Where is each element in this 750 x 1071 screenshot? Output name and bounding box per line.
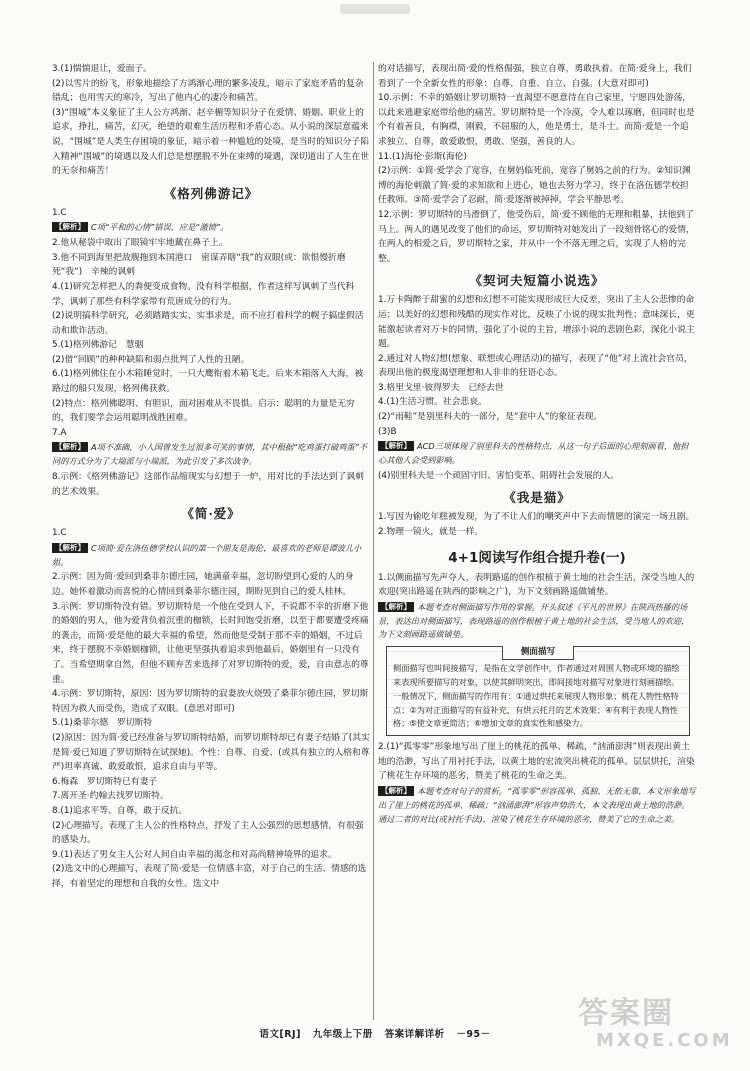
right-column	[378, 62, 696, 827]
section-heading: 《我是猫》	[503, 490, 571, 506]
answer-line: 12.示例：罗切斯特的马滑倒了，他受伤后，简·爱不顾他的无理和粗暴，扶他到了马上。两人的遇见改变了他们的命运，罗切斯特对她发出了一段刻骨铭心的爱情，在两人的相爱之后，罗切斯特之家，并从中一个不落无理之后，实现了人格的完整。	[378, 209, 695, 264]
left-column	[52, 62, 370, 891]
answer-line: 10.示例：不幸的婚姻让罗切斯特一直渴望不愿意待在自己家里，宁愿四处游荡，以此来逃避家庭带给他的痛苦。罗切斯特是一个冷漠，令人难以琢磨，但同时也是个有着善良，有胸襟，刚毅，不屈服的人，他是勇士，是斗士。而简·爱是一个追求独立、自尊，敢爱敢恨，勇敢、坚强，善良的人。	[378, 93, 695, 147]
answer-line: 3.示例：罗切斯特没有错。罗切斯特是一个他在受到人下，不说都不幸的折磨下他的婚姻的男人，他为爱背负着沉重的枷锁，长时间饱受折磨，以至于都要遭受疼痛的袭击，而简·爱是他的最大幸福的希望，然而他是受制于那不幸的婚姻，不过后来，终于摆脱不幸婚姻枷锁，让他更坚强执着追求到他最后，婚姻里有一只没有了。当希望期拿自然，但他不顾弃苦来选择了对罗切斯特的爱，爱，自由意志的尊重。	[52, 601, 369, 685]
answer-line: 7.A	[52, 427, 67, 438]
answer-line: 1.万卡陶醉于甜蜜的幻想和幻想不可能实现形成巨大反差，突出了主人公悲惨的命运；以美好的幻想和残酷的现实作对比，反映了小说的现实批判性；意味深长，更能激起读者对万卡的同情，强化了小说的主旨，增添小说的悲剧色彩，深化小说主题。	[378, 295, 695, 350]
analysis-note	[52, 221, 370, 235]
answer-line: 6.(1)格列佛住在小木箱睡觉时，一只大鹰衔着木箱飞走。后来木箱落入大海，被路过的船只发现，格列佛获救。	[52, 369, 364, 395]
analysis-note	[378, 785, 696, 826]
section-heading: 《简·爱》	[181, 506, 241, 522]
analysis-text: C项“平和的心情”错误，应是“激愤”。	[91, 222, 229, 233]
analysis-tag: 【解析】	[378, 602, 414, 612]
footer-subject: 语文[RJ]	[259, 1029, 301, 1040]
answer-line: 4.示例：罗切斯特，原因：因为罗切斯特的寂妻放火烧毁了桑菲尔德庄园，罗切斯特因为救人而受伤，造成了双眼。(意思对即可)	[52, 689, 369, 714]
analysis-note	[378, 440, 696, 468]
answer-line: (2)以雪片的纷飞，形象地描绘了方鸿渐心理的繁多凌乱，暗示了家庭矛盾的复杂错乱；也用雪天的寒冷，写出了他内心的凄冷和痛苦。	[52, 78, 364, 104]
answer-line: 1.C	[52, 207, 67, 218]
answer-line: 1.C	[52, 528, 67, 539]
answer-line: 8.示例：《格列佛游记》这部作品缩现实与幻想于一炉，用对比的手法达到了讽刺的艺术效果。	[52, 472, 364, 497]
section-heading: 《契诃夫短篇小说选》	[469, 273, 605, 289]
answer-line: (4)别里科夫是一个顽固守旧、害怕变革、阻碍社会发展的人。	[378, 470, 620, 481]
answer-line: (2)原因：因为简·爱已经准备与罗切斯特结婚，而罗切斯特却已有妻子结婚了(其实是简·爱已知道了罗切斯特在试探她)。个性：自尊、自爱、(或具有独立的人格和尊严)坦率真诚、敢爱敢恨，追求自由与平等。	[52, 732, 370, 773]
answer-line: (2)示例：①简·爱学会了宽容，在舅妈临死前，宽容了舅妈之前的行为。②知识渊博的海伦刺激了简·爱的求知欲和上进心，她也去努力学习，终于在洛伍德学校担任教师。③简·爱学会了忍耐，简·爱逐渐被掉掉，学会平静思考。	[378, 166, 691, 206]
answer-line: (2)说明搞科学研究，必须踏踏实实、实事求是，而不应打着科学的幌子搞虚假活动和欺诈活动。	[52, 311, 364, 336]
watermark-logo	[578, 996, 733, 1053]
watermark-text: 答案圈	[578, 996, 674, 1031]
answer-line: 3.格里戈里·彼得罗夫 已经去世	[378, 382, 504, 393]
answer-line: (2)“雨鞋”是别里科夫的一部分，是“套中人”的象征表现。	[378, 412, 603, 423]
answer-line: 7.离开圣·约翰去找罗切斯特。	[52, 791, 169, 802]
answer-line: 的对话描写，表现出简·爱的性格倔强，独立自尊，勇敢执着。在简·爱身上，我们看到了一个全新女性的形象：自尊、自重、自立、自强。(大意对即可)	[378, 64, 692, 89]
knowledge-box-title: 侧面描写	[502, 646, 574, 660]
page-number: －95－	[456, 1029, 491, 1040]
analysis-tag: 【解析】	[52, 442, 88, 452]
answer-line: 3.(1)惴惴退让，爱面子。	[52, 64, 153, 74]
answer-line: 2.(1)“孤零零”形象地写出了崖上的桃花的孤单、稀疏，“汹涌澎湃”则表现出黄土地的浩渺，写出了用衬托手法，以黄土地的宏流突出桃花的孤单。层层烘托，渲染了桃花生存环境的恶劣，赞美了桃花的生命之美。	[378, 742, 695, 782]
binding-mark	[340, 4, 410, 14]
analysis-text: 本题考查对侧面描写作用的掌握。开头叙述《平凡的世界》在陕西热播的场景，表达出对侧面描写，表现路遥的创作根植于黄土地的社会生活，受当地人的欢迎，为下文刻画路遥做铺垫。	[378, 601, 690, 640]
analysis-tag: 【解析】	[52, 222, 88, 232]
answer-line: 3.他不同到海里把敌舰拖到本国港口 密谋弄瞎“我”的双眼(或：欲恨慢折磨死“我”) 辛辣的讽刺	[52, 252, 346, 278]
analysis-text: C项简·爱在洛伍德学校认识的第一个朋友是海伦，最喜欢的老师是谭波儿小姐。	[52, 542, 362, 567]
answer-line: (2)心理描写。表现了主人公的性格特点，抒发了主人公强烈的思想感情，有很强的感染力。	[52, 820, 364, 846]
answer-line: 1.写因为偷吃年糕被发现，为了不让人们的嘲笑声中下去而情愿的演完一场丑剧。	[378, 512, 695, 523]
answer-line: 2.他从秘袋中取出了眼镜牢牢地戴在鼻子上。	[52, 238, 228, 249]
section-heading: 《格列佛游记》	[163, 185, 259, 201]
analysis-note	[52, 441, 370, 469]
analysis-note	[378, 601, 696, 642]
analysis-tag: 【解析】	[378, 441, 414, 451]
answer-line: 2.示例：因为简·爱回到桑菲尔德庄园，她满童幸福，忽切盼望到心爱的人的身边。她怀着激动而喜悦的心情回到桑菲尔德庄园，期盼见到自己的爱人桂林。	[52, 572, 354, 598]
answer-line: 2.物理一镜火，就是一样。	[378, 527, 484, 538]
answer-line: 8.(1)追求平等、自尊，敢于反抗。	[52, 805, 188, 816]
footer-title: 答案详解详析	[384, 1029, 445, 1040]
answer-line: 2.通过对人物幻想(想象、联想或心理活动)的描写，表现了“他”对上流社会官员，表现出他的极度渴望理想和人非非的狂语心态。	[378, 353, 693, 379]
watermark-url: MXQE.COM	[596, 1030, 733, 1051]
answer-line: 1.以侧面描写先声夺人，表明路遥的创作根植于黄土地的社会生活，深受当地人的欢迎(突出路遥在陕西的影响之广)，为下文刻画路遥做铺垫。	[378, 572, 695, 598]
answer-line: 4.(1)研究怎样把人的粪便变成食物。没有科学根据，作者这样写讽刺了当代科学，讽刺了那些有科学家带有荒唐成分的行为。	[52, 281, 355, 307]
answer-line: (2)借“回顾”的种种缺陷和弱点批判了人性的丑陋。	[52, 354, 250, 365]
answer-line: (3)“围城”本义象征了主人公方鸿渐、赵辛楣等知识分子在爱情、婚姻、职业上的追求，挣扎，痛苦，幻灭，绝望的艰难生活历程和矛盾心态。从小说的深层意蕴来说，“围城”是人类生存困境的象征，暗示着一种尴尬的处境，是当时的知识分子陷入精神“围城”的境遇以及人们总是想摆脱不外在束缚的境遇，深切道出了人生在世的无奈和痛苦！	[52, 107, 370, 177]
analysis-text: A项不准确，小人国曾发生过很多可笑的事情，其中根据“吃鸡蛋打破鸡蛋”不同的方式分为了大端派与小端派，为此引发了多次战争。	[52, 442, 368, 467]
answer-line: 4.(1)生活习惯。社会悲哀。	[378, 397, 487, 408]
answer-line: 5.(1)格列佛游记 慧骃	[52, 340, 144, 351]
knowledge-box-text: 侧面描写也叫间接描写，是指在文学创作中，作者通过对周围人物或环境的描绘来表现所要描写的对象，以使其鲜明突出，即间接地对描写对象进行刻画描绘。一般情况下，侧面描写的作用有：①通过烘托来展现人物形象；桃花人物性格特点；②为对正面描写的有益补充，有烘云托月的艺术效果；④有利于表现人物性格；⑤使文章更简洁；⑥增加文章的真实性和感染力。	[393, 663, 680, 729]
answer-line: (3)B	[378, 426, 397, 437]
answer-line: (2)选文中的心理描写，表现了简·爱是一位情感丰富，对于自己的生活、情感的选择，有着坚定的理想和自我的女性。选文中	[52, 864, 367, 889]
answer-line: 9.(1)表达了男女主人公对人间自由幸福的渴念和对高尚精神境界的追求。	[52, 849, 337, 860]
footer-grade: 九年级上下册	[312, 1029, 373, 1040]
analysis-text: 本题考查对句子的赏析。“孤零零”形容孤单、孤独、无依无靠，本文形象地写出了崖上的桃花的孤单、稀疏；“汹涌澎湃”形容声势浩大，本文表现出黄土地的浩渺。通过二者的对比(或衬托手法)，渲染了桃花生存环境的恶劣，赞美了它的生命之美。	[378, 785, 696, 824]
answer-line: 5.(1)桑菲尔德 罗切斯特	[52, 718, 153, 729]
answer-line: (2)特点：格列佛聪明、有胆识，面对困难从不畏惧。启示：聪明的力量是无穷的，我们要学会运用聪明战胜困难。	[52, 398, 355, 424]
analysis-text: ACD三项体现了别里科夫的性格特点，从这一句子后面的心理刻画看，他担心其他人会受到影响。	[378, 441, 689, 466]
exam-heading: 4+1阅读写作组合提升卷(一)	[448, 549, 626, 566]
knowledge-box	[386, 646, 690, 736]
analysis-tag: 【解析】	[378, 786, 414, 796]
answer-line: 6.梅森 罗切斯特已有妻子	[52, 776, 158, 787]
analysis-tag: 【解析】	[52, 543, 88, 553]
answer-line: 11.(1)海伦·彭斯(海伦)	[378, 151, 467, 162]
analysis-note	[52, 542, 370, 570]
column-divider	[373, 62, 374, 1020]
